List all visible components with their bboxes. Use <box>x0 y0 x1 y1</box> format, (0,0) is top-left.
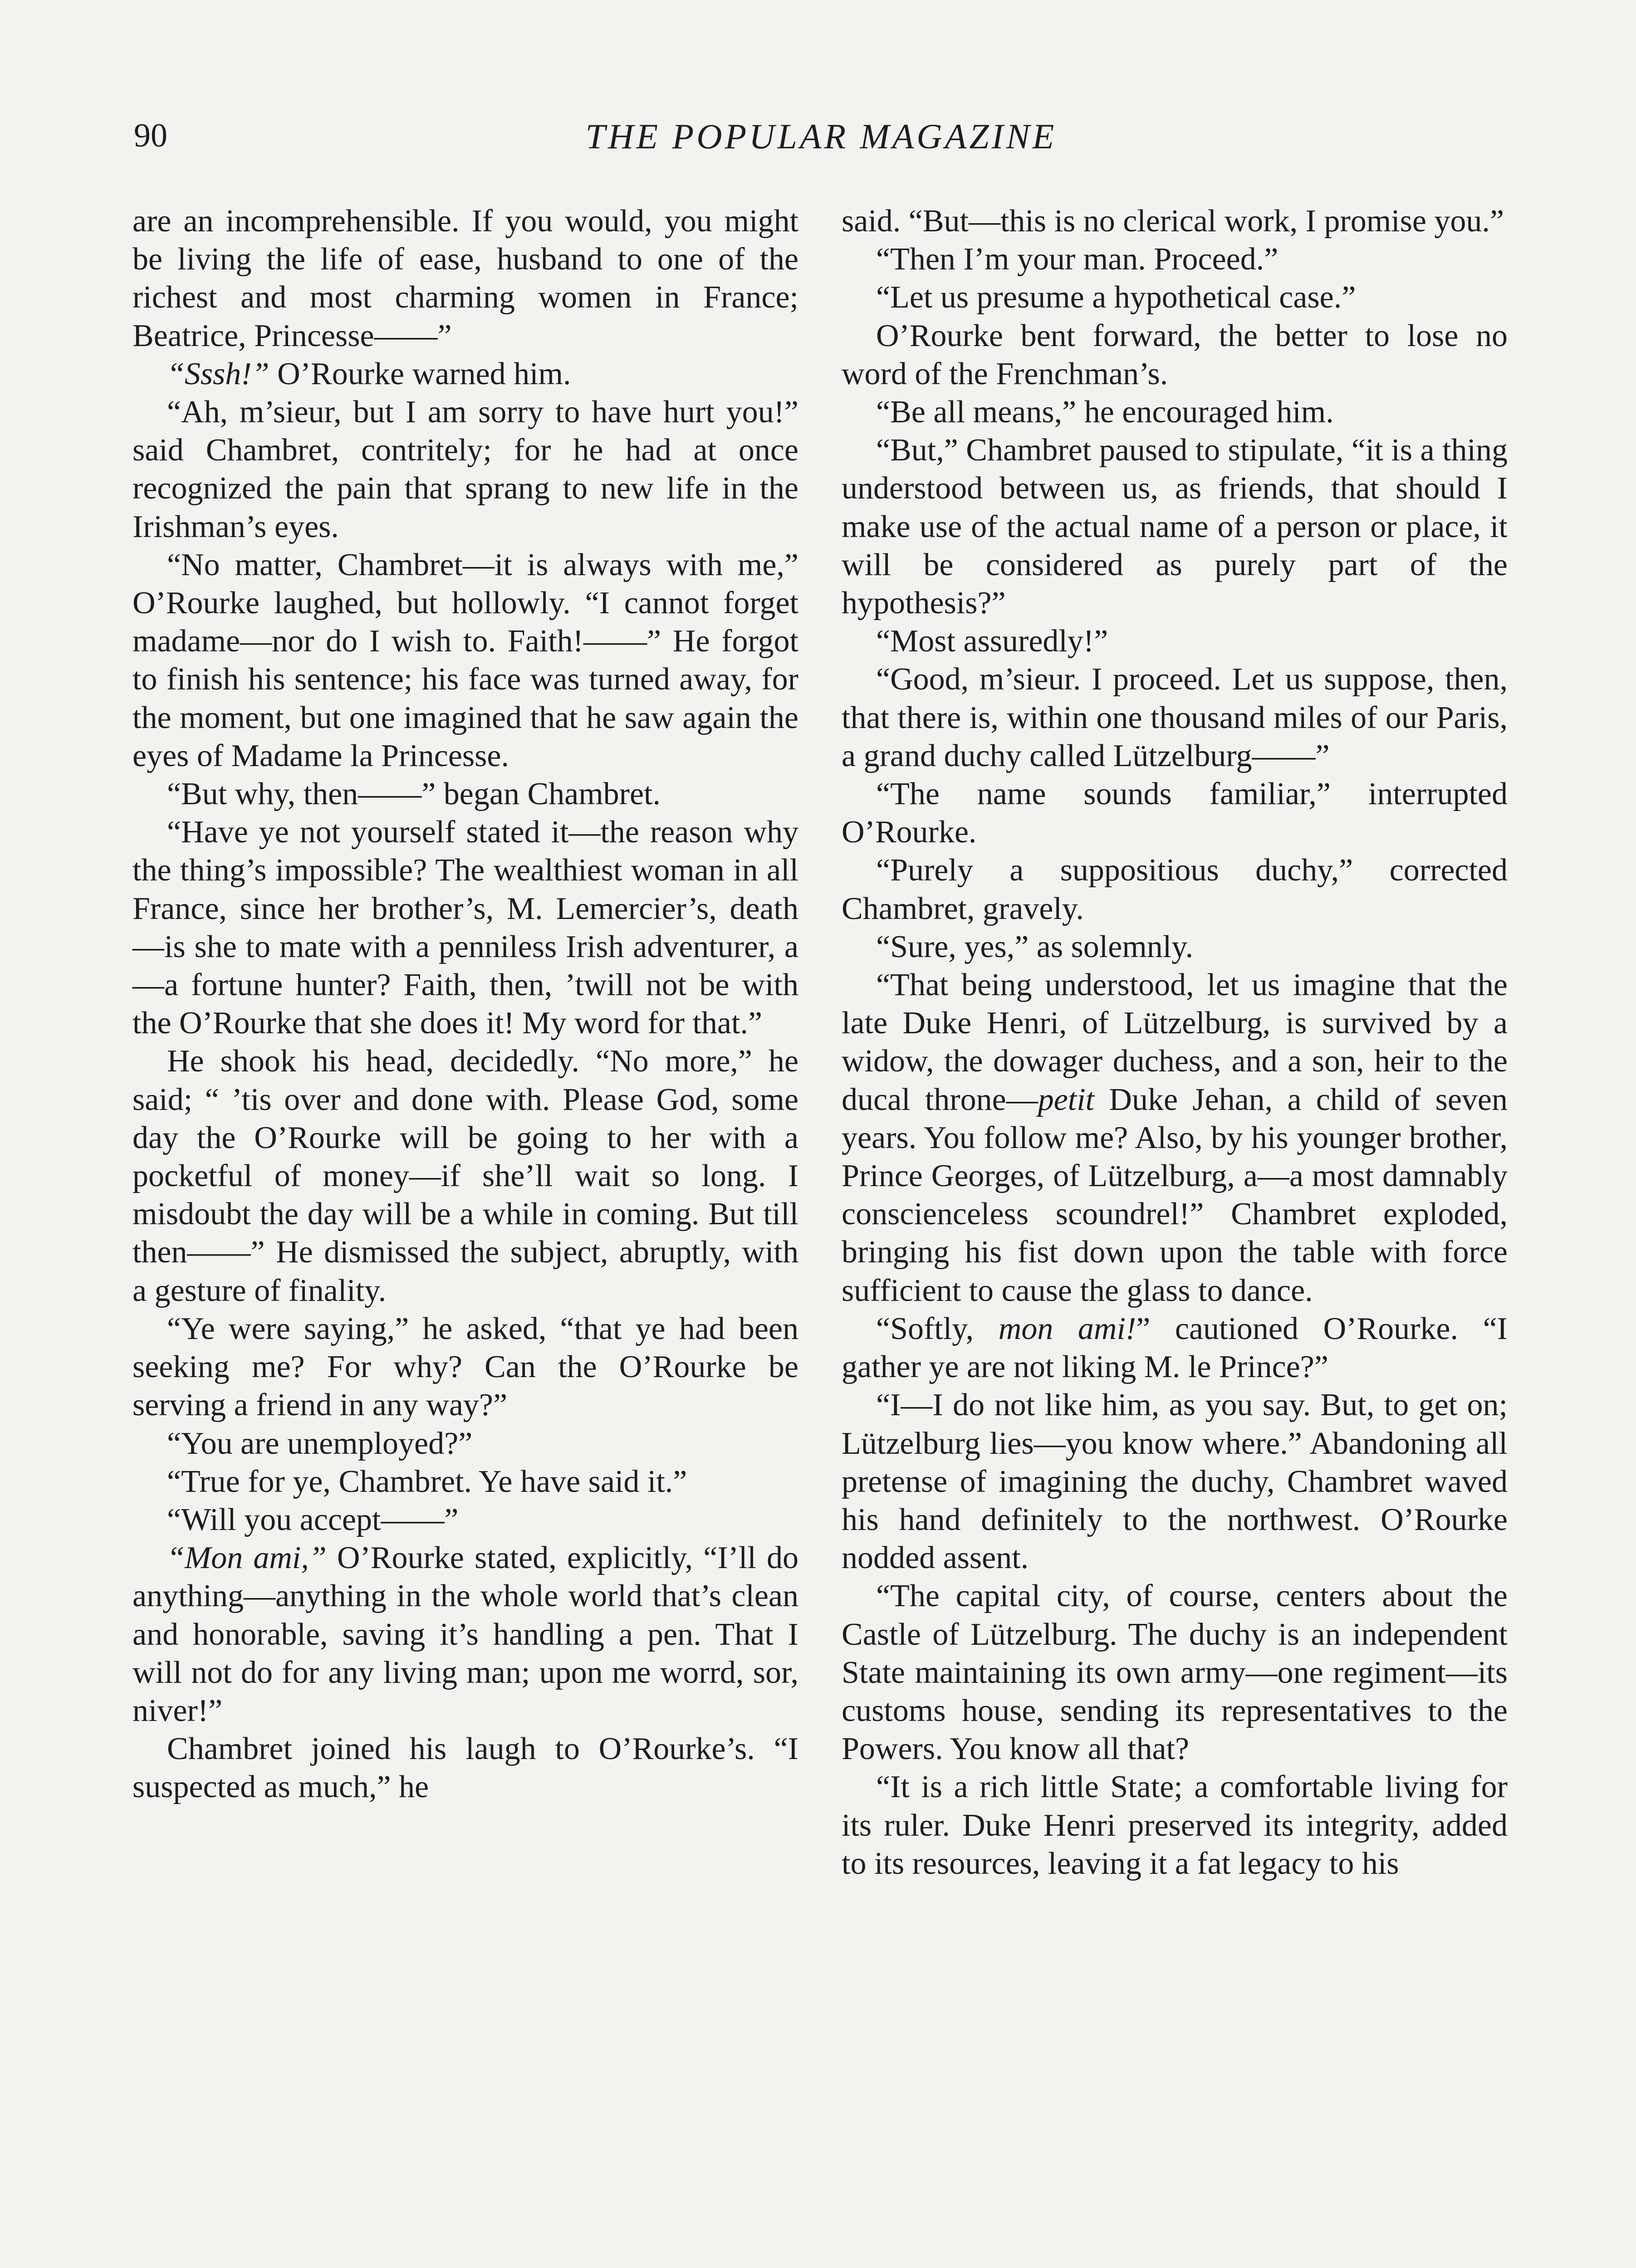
paragraph: “Ye were saying,” he asked, “that ye had been seeking me? For why? Can the O’Rourke be serving a friend in any way?” <box>132 1311 798 1423</box>
paragraph: “Good, m’sieur. I proceed. Let us suppose, then, that there is, within one thousand miles of our Paris, a grand duchy called Lützelburg——” <box>842 662 1508 773</box>
paragraph: “The capital city, of course, centers about the Castle of Lützelburg. The duchy is an independent State maintaining its own army—one regiment—its customs house, sending its representatives to the Powers. You know all that? <box>842 1579 1508 1767</box>
paragraph: “You are unemployed?” <box>167 1426 473 1461</box>
text-column-left <box>132 202 798 1807</box>
paragraph: Chambret joined his laugh to O’Rourke’s. “I suspected as much,” he <box>132 1731 798 1805</box>
paragraph: “Purely a suppositious duchy,” corrected Chambret, gravely. <box>842 853 1508 926</box>
paragraph: “Then I’m your man. Proceed.” <box>876 242 1278 277</box>
paragraph: “But,” Chambret paused to stipulate, “it is a thing understood between us, as friends, that should I make use of the actual name of a person or place, it will be considered as purely part of the hypothesis?” <box>842 433 1508 621</box>
paragraph: “But why, then——” began Chambret. <box>167 777 661 812</box>
paragraph: “Ah, m’sieur, but I am sorry to have hurt you!” said Chambret, contritely; for he had at once recognized the pain that sprang to new life in the Irishman’s eyes. <box>132 395 798 544</box>
paragraph: “I—I do not like him, as you say. But, to get on; Lützelburg lies—you know where.” Abandoning all pretense of imagining the duchy, Chambret waved his hand definitely to the northwest. O’Rourke nodded assent. <box>842 1388 1508 1576</box>
paragraph: “True for ye, Chambret. Ye have said it.” <box>167 1464 687 1499</box>
paragraph: are an incomprehensible. If you would, you might be living the life of ease, husband to one of the richest and most charming women in France; Beatrice, Princesse——” <box>132 204 798 353</box>
paragraph: “The name sounds familiar,” interrupted O’Rourke. <box>842 777 1508 850</box>
text-column-right <box>842 202 1508 1883</box>
running-title: THE POPULAR MAGAZINE <box>585 117 1057 156</box>
paragraph: said. “But—this is no clerical work, I promise you.” <box>842 204 1504 239</box>
paragraph: “Be all means,” he encouraged him. <box>876 395 1334 430</box>
paragraph: O’Rourke bent forward, the better to lose no word of the Frenchman’s. <box>842 318 1508 391</box>
paragraph: “Softly, mon ami!” cautioned O’Rourke. “I gather ye are not liking M. le Prince?” <box>842 1311 1508 1385</box>
paragraph: “Let us presume a hypothetical case.” <box>876 280 1356 315</box>
paragraph: “That being understood, let us imagine that the late Duke Henri, of Lützelburg, is survived by a widow, the dowager duchess, and a son, heir to the ducal throne—petit Duke Jehan, a child of seven years. You follow me? Also, by his younger brother, Prince Georges, of Lützelburg, a—a most damnably conscienceless scoundrel!” Chambret exploded, bringing his fist down upon the table with force sufficient to cause the glass to dance. <box>842 968 1508 1308</box>
paragraph: “It is a rich little State; a comfortable living for its ruler. Duke Henri preserved its integrity, added to its resources, leaving it a fat legacy to his <box>842 1769 1508 1881</box>
paragraph: “Have ye not yourself stated it—the reason why the thing’s impossible? The wealthiest woman in all France, since her brother’s, M. Lemercier’s, death—is she to mate with a penniless Irish adventurer, a—a fortune hunter? Faith, then, ’twill not be with the O’Rourke that she does it! My word for that.” <box>132 815 798 1041</box>
paragraph: “Sure, yes,” as solemnly. <box>876 929 1194 964</box>
paragraph: “Will you accept——” <box>167 1502 459 1537</box>
paragraph: “Most assuredly!” <box>876 624 1108 659</box>
paragraph: He shook his head, decidedly. “No more,” he said; “ ’tis over and done with. Please God, some day the O’Rourke will be going to her with a pocketful of money—if she’ll wait so long. I misdoubt the day will be a while in coming. But till then——” He dismissed the subject, abruptly, with a gesture of finality. <box>132 1044 798 1308</box>
paragraph: “Mon ami,” O’Rourke stated, explicitly, “I’ll do anything—anything in the whole world that’s clean and honorable, saving it’s handling a pen. That I will not do for any living man; upon me worrd, sor, niver!” <box>132 1540 798 1728</box>
paragraph: “Sssh!” O’Rourke warned him. <box>167 356 571 391</box>
paragraph: “No matter, Chambret—it is always with me,” O’Rourke laughed, but hollowly. “I cannot forget madame—nor do I wish to. Faith!——” He forgot to finish his sentence; his face was turned away, for the moment, but one imagined that he saw again the eyes of Madame la Princesse. <box>132 547 798 773</box>
page-number: 90 <box>134 117 167 154</box>
